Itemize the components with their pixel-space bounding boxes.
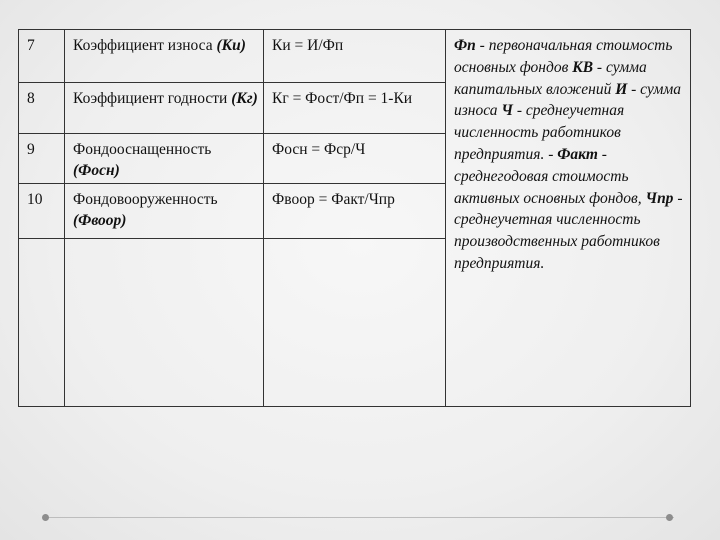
note-term: Чпр: [645, 189, 674, 207]
empty-cell: [264, 239, 446, 407]
notes-cell: [446, 30, 691, 407]
footer-dot-right: [666, 514, 673, 521]
row-number: 8: [19, 83, 65, 134]
indicator-title: Коэффициент годности: [73, 90, 228, 107]
indicator-title: Фондооснащенность: [73, 141, 212, 158]
note-text: - первоначальная стоимость основных фондов: [454, 37, 673, 76]
indicator-name: [65, 184, 264, 239]
note-term: Факт: [557, 145, 598, 163]
note-term: Ч: [501, 102, 513, 120]
footer-divider: [46, 517, 674, 518]
empty-cell: [65, 239, 264, 407]
note-text: - сумма износа: [454, 80, 681, 120]
indicator-title: Фондовооруженность: [73, 191, 218, 208]
indicator-name: [65, 83, 264, 134]
note-term: Фп: [454, 37, 476, 54]
indicator-formula: Фвоор = Факт/Чпр: [264, 184, 446, 239]
footer-dot-left: [42, 514, 49, 521]
note-text: - среднегодовая стоимость активных основных фондов,: [454, 145, 642, 207]
indicator-title: Коэффициент износа: [73, 37, 213, 54]
indicator-formula: Фосн = Фср/Ч: [264, 134, 446, 184]
indicators-table: [18, 29, 691, 407]
row-number: 9: [19, 134, 65, 184]
indicator-abbr: (Фвоор): [73, 212, 127, 229]
indicator-formula: Ки = И/Фп: [264, 30, 446, 83]
note-text: - среднеучетная численность производственных работников предприятия.: [454, 189, 683, 272]
row-number: 7: [19, 30, 65, 83]
note-term: КВ: [572, 58, 594, 76]
note-term: И: [615, 80, 628, 98]
note-text: - среднеучетная численность работников предприятия. -: [454, 102, 625, 163]
indicator-abbr: (Ки): [216, 37, 246, 54]
indicator-formula: Кг = Фост/Фп = 1-Ки: [264, 83, 446, 134]
table-row: [19, 30, 691, 83]
indicator-abbr: (Фосн): [73, 162, 120, 179]
row-number: 10: [19, 184, 65, 239]
indicator-name: [65, 134, 264, 184]
indicator-abbr: (Кг): [231, 90, 258, 107]
note-text: - сумма капитальных вложений: [454, 58, 647, 98]
empty-cell: [19, 239, 65, 407]
indicator-name: [65, 30, 264, 83]
